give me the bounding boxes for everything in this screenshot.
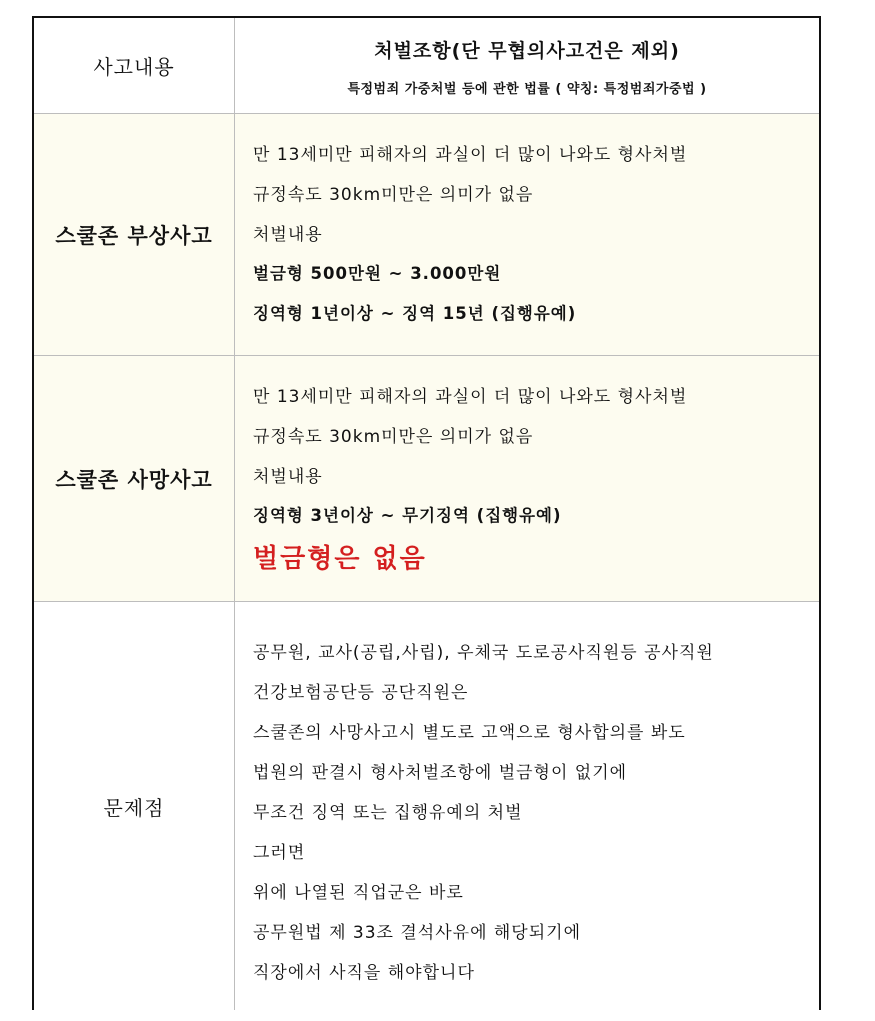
death-line: 처벌내용 xyxy=(253,467,323,487)
death-no-fine-highlight: 벌금형은 없음 xyxy=(253,544,427,574)
death-line: 규정속도 30km미만은 의미가 없음 xyxy=(253,427,534,447)
problem-line: 공무원법 제 33조 결석사유에 해당되기에 xyxy=(253,923,581,943)
problem-line: 무조건 징역 또는 집행유예의 처벌 xyxy=(253,803,523,823)
injury-line: 만 13세미만 피해자의 과실이 더 많이 나와도 형사처벌 xyxy=(253,145,688,165)
injury-content-cell xyxy=(235,114,819,355)
problem-line: 직장에서 사직을 해야합니다 xyxy=(253,963,475,983)
problem-line: 위에 나열된 직업군은 바로 xyxy=(253,883,464,903)
injury-row xyxy=(34,114,819,356)
injury-line: 규정속도 30km미만은 의미가 없음 xyxy=(253,185,534,205)
injury-label-cell xyxy=(34,114,235,355)
death-label-cell xyxy=(34,356,235,601)
injury-prison-line: 징역형 1년이상 ~ 징역 15년 (집행유예) xyxy=(253,304,577,323)
problem-line: 공무원, 교사(공립,사립), 우체국 도로공사직원등 공사직원 xyxy=(253,643,714,663)
death-label: 스쿨존 사망사고 xyxy=(55,467,213,492)
problem-line: 건강보험공단등 공단직원은 xyxy=(253,683,469,703)
injury-line: 처벌내용 xyxy=(253,225,323,245)
header-right-cell xyxy=(235,18,819,113)
problem-label-cell xyxy=(34,602,235,1010)
death-row xyxy=(34,356,819,602)
injury-fine-line: 벌금형 500만원 ~ 3.000만원 xyxy=(253,264,502,283)
injury-label: 스쿨존 부상사고 xyxy=(55,223,213,248)
punishment-table xyxy=(32,16,821,1010)
problem-row xyxy=(34,602,819,1010)
header-left-label: 사고내용 xyxy=(93,55,175,79)
problem-line: 스쿨존의 사망사고시 별도로 고액으로 형사합의를 봐도 xyxy=(253,723,686,743)
header-left-cell xyxy=(34,18,235,113)
problem-line: 법원의 판결시 형사처벌조항에 벌금형이 없기에 xyxy=(253,763,628,783)
table-header-row xyxy=(34,18,819,114)
death-line: 만 13세미만 피해자의 과실이 더 많이 나와도 형사처벌 xyxy=(253,387,688,407)
death-content-cell xyxy=(235,356,819,601)
death-prison-line: 징역형 3년이상 ~ 무기징역 (집행유예) xyxy=(253,506,562,525)
problem-label: 문제점 xyxy=(103,795,165,820)
header-title: 처벌조항(단 무협의사고건은 제외) xyxy=(374,40,680,62)
problem-content-cell xyxy=(235,602,819,1010)
header-subtitle: 특정범죄 가중처벌 등에 관한 법률 ( 약칭: 특정범죄가중법 ) xyxy=(347,82,707,97)
problem-line: 그러면 xyxy=(253,843,306,863)
